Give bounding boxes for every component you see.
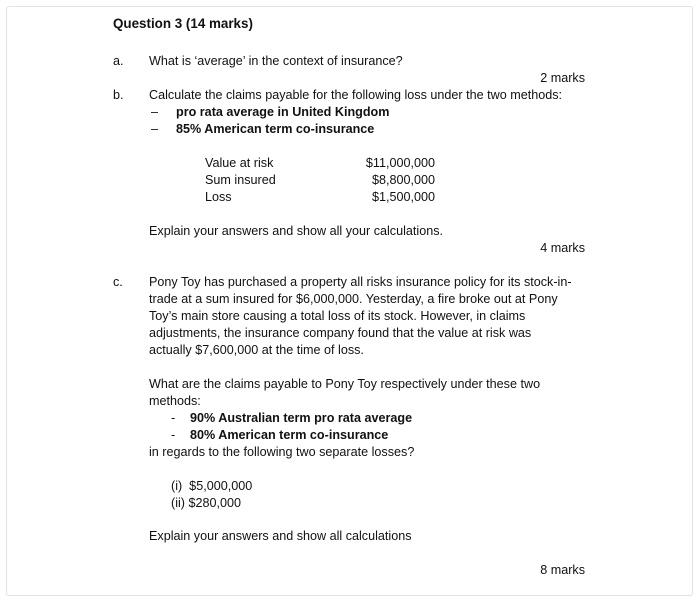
part-c-bullet: -: [171, 428, 176, 442]
part-c-marks: 8 marks: [540, 563, 585, 577]
part-a-letter: a.: [113, 54, 124, 68]
part-b-bullet: –: [151, 122, 159, 136]
table-label: Value at risk: [205, 156, 274, 170]
part-b-letter: b.: [113, 88, 124, 102]
part-c-letter: c.: [113, 275, 123, 289]
scenario-line: Pony Toy has purchased a property all risks insurance policy for its stock-in-: [149, 275, 572, 289]
part-b-instruction: Explain your answers and show all your calculations.: [149, 224, 444, 238]
part-c-method-1: 90% Australian term pro rata average: [190, 411, 413, 425]
part-c-question-line: methods:: [149, 394, 201, 408]
table-label: Loss: [205, 190, 232, 204]
table-label: Sum insured: [205, 173, 276, 187]
loss-item: (i) $5,000,000: [171, 479, 253, 493]
part-b-method-1: pro rata average in United Kingdom: [176, 105, 390, 119]
part-b-marks: 4 marks: [540, 241, 585, 255]
part-c-bullet: -: [171, 411, 176, 425]
part-c-regards: in regards to the following two separate losses?: [149, 445, 415, 459]
part-c-question-line: What are the claims payable to Pony Toy respectively under these two: [149, 377, 541, 391]
part-b-question: Calculate the claims payable for the following loss under the two methods:: [149, 88, 563, 102]
loss-item: (ii) $280,000: [171, 496, 242, 510]
scenario-line: actually $7,600,000 at the time of loss.: [149, 343, 364, 357]
part-b-method-2: 85% American term co-insurance: [176, 122, 375, 136]
scenario-line: trade at a sum insured for $6,000,000. Yesterday, a fire broke out at Pony: [149, 292, 558, 306]
part-c-instruction: Explain your answers and show all calculations: [149, 529, 412, 543]
part-a-question: What is ‘average’ in the context of insurance?: [149, 54, 403, 68]
table-value: $11,000,000: [365, 156, 435, 170]
table-value: $1,500,000: [371, 190, 435, 204]
part-a-marks: 2 marks: [540, 71, 585, 85]
question-title: Question 3 (14 marks): [113, 16, 253, 31]
part-c-method-2: 80% American term co-insurance: [190, 428, 389, 442]
table-value: $8,800,000: [371, 173, 435, 187]
scenario-line: Toy’s main store causing a total loss of its stock. However, in claims: [149, 309, 526, 323]
part-b-bullet: –: [151, 105, 159, 119]
scenario-line: adjustments, the insurance company found that the value at risk was: [149, 326, 532, 340]
